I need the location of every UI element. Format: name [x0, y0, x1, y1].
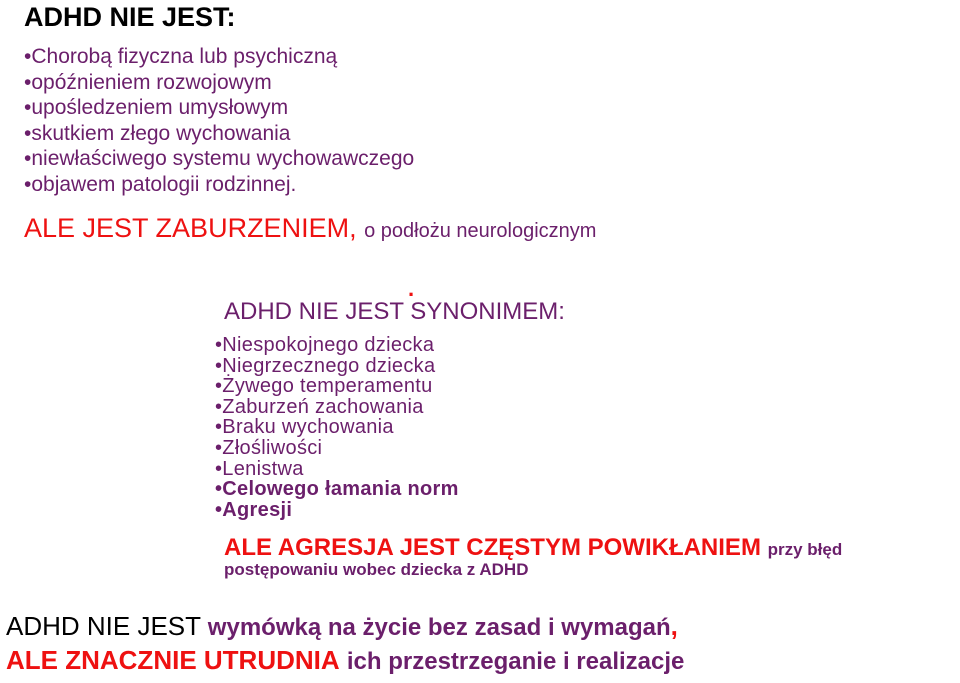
list-item: •Złośliwości	[215, 436, 323, 459]
ale-agresja-main: ALE AGRESJA JEST CZĘSTYM POWIKŁANIEM	[224, 534, 761, 561]
decorative-dot: .	[408, 276, 415, 301]
list-item: •opóźnieniem rozwojowym	[24, 70, 272, 94]
final-statement-2-rest: ich przestrzeganie i realizacje	[346, 648, 685, 675]
list-item: •skutkiem złego wychowania	[24, 121, 291, 145]
ale-agresja-sub: przy błęd	[767, 540, 843, 559]
synonym-list	[215, 335, 459, 520]
list-item: •Agresji	[215, 498, 293, 521]
final-statement-1-main: ADHD NIE JEST	[6, 611, 201, 641]
list-item: •objawem patologii rodzinnej.	[24, 172, 297, 196]
final-statement-1-rest: wymówką na życie bez zasad i wymagań	[207, 614, 671, 641]
list-item: •Lenistwa	[215, 457, 304, 480]
ale-zaburzeniem	[24, 213, 596, 244]
final-statement-2-main: ALE ZNACZNIE UTRUDNIA	[6, 645, 340, 675]
list-item: •Chorobą fizyczna lub psychiczną	[24, 45, 338, 68]
list-item: •Zaburzeń zachowania	[215, 395, 424, 418]
ale-agresja	[224, 534, 842, 562]
page-title: ADHD NIE JEST:	[24, 2, 236, 32]
list-item: •niewłaściwego systemu wychowawczego	[24, 147, 415, 170]
final-statement-1	[6, 611, 678, 642]
ale-agresja-continuation: postępowaniu wobec dziecka z ADHD	[224, 560, 529, 579]
not-list	[24, 44, 414, 197]
list-item: •Żywego temperamentu	[215, 375, 433, 398]
list-item: •Niespokojnego dziecka	[215, 334, 435, 356]
ale-zaburzeniem-sub: o podłożu neurologicznym	[364, 220, 597, 242]
final-statement-1-comma: ,	[670, 611, 678, 641]
list-item: •upośledzeniem umysłowym	[24, 96, 289, 119]
list-item: •Niegrzecznego dziecka	[215, 354, 436, 377]
list-item: •Braku wychowania	[215, 416, 394, 439]
synonym-heading: ADHD NIE JEST SYNONIMEM:	[224, 298, 565, 325]
ale-zaburzeniem-main: ALE JEST ZABURZENIEM,	[24, 213, 357, 243]
list-item: •Celowego łamania norm	[215, 478, 459, 501]
final-statement-2	[6, 645, 684, 676]
